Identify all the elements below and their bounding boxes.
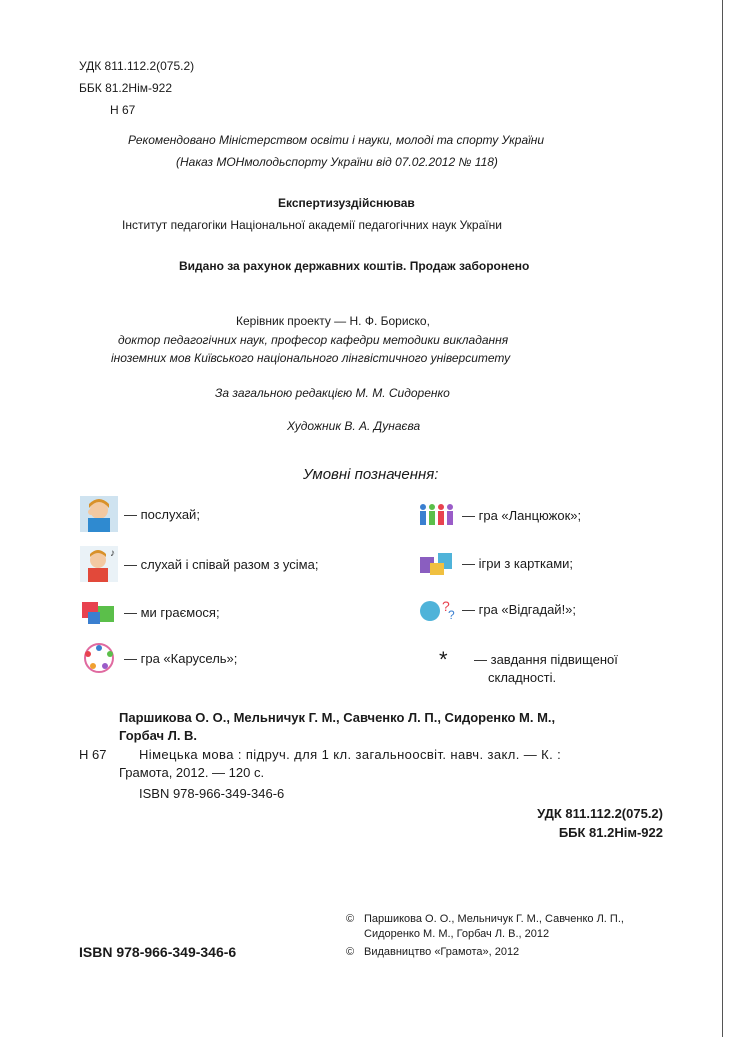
copyright-authors-continued: Сидоренко М. М., Горбач Л. В., 2012 [364,928,550,940]
bbk-code: ББК 81.2Нім-922 [79,81,173,95]
star-icon: * [439,647,448,672]
expertise-title: Експертизуздійснював [278,196,415,210]
cards-game-icon [418,549,456,577]
recommendation-line: Рекомендовано Міністерством освіти і науки, молоді та спорту України [128,133,545,147]
project-head-affiliation: іноземних мов Київського національного лінгвістичного університету [111,351,511,365]
catalog-description-continued: Грамота, 2012. — 120 с. [119,765,265,780]
copyright-authors: Паршикова О. О., Мельничук Г. М., Савченко Л. П., [364,913,624,925]
legend-item-chain [418,501,581,529]
legend-item-sing [80,546,318,582]
listening-girl-icon [80,496,118,532]
legend-label: — ми граємося; [124,604,220,620]
project-head [236,314,430,328]
singing-boy-icon [80,546,118,582]
legend-label-continued: складності. [488,670,557,685]
catalog-isbn: ISBN 978-966-349-346-6 [139,786,285,801]
legend-label: — гра «Ланцюжок»; [462,507,582,523]
catalog-authors-continued: Горбач Л. В. [119,728,198,743]
legend-item-play [80,594,220,630]
artist-credit: Художник В. А. Дунаєва [287,419,421,433]
project-head-title: доктор педагогічних наук, професор кафедри методики викладання [118,333,509,347]
legend-item-carousel [80,640,237,676]
copyright-publisher: Видавництво «Грамота», 2012 [364,946,520,958]
svg-text:♪: ♪ [110,548,115,559]
udk-code: УДК 811.112.2(075.2) [79,59,195,73]
carousel-icon [80,640,118,676]
footer-isbn: ISBN 978-966-349-346-6 [79,944,237,960]
funding-note: Видано за рахунок державних коштів. Продаж заборонено [179,259,530,273]
catalog-description: Німецька мова : підруч. для 1 кл. загальноосвіт. навч. закл. — К. : [139,747,562,762]
copyright-symbol: © [346,913,355,925]
legend-label: — ігри з картками; [462,555,574,571]
legend-item-listen [80,496,200,532]
legend-title: Умовні позначення: [303,466,439,483]
catalog-udk: УДК 811.112.2(075.2) [537,806,663,821]
legend-label: — гра «Відгадай!»; [462,601,577,617]
legend-item-cards [418,549,573,577]
guess-game-icon [418,595,456,623]
page-edge-line [722,0,723,1037]
expertise-body: Інститут педагогіки Національної академії педагогічних наук України [122,218,502,232]
catalog-authors: Паршикова О. О., Мельничук Г. М., Савченко Л. П., Сидоренко М. М., [119,710,556,725]
legend-label: — слухай і співай разом з усіма; [124,556,319,572]
catalog-code: Н 67 [79,747,107,762]
project-head-text: Керівник проекту — Н. Ф. Бориско, [236,314,430,328]
general-editor: За загальною редакцією М. М. Сидоренко [215,386,450,400]
svg-text:?: ? [442,598,450,614]
svg-text:?: ? [448,608,455,622]
copyright-symbol: © [346,946,355,958]
author-mark: Н 67 [110,103,136,117]
legend-label: — гра «Карусель»; [124,650,238,666]
legend-item-guess [418,595,576,623]
chain-game-icon [418,501,456,529]
recommendation-order: (Наказ МОНмолодьспорту України від 07.02.2012 № 118) [176,155,498,169]
catalog-bbk: ББК 81.2Нім-922 [558,825,663,840]
toy-blocks-icon [80,594,118,630]
legend-label: — завдання підвищеної [474,652,618,667]
legend-label: — послухай; [124,506,200,522]
